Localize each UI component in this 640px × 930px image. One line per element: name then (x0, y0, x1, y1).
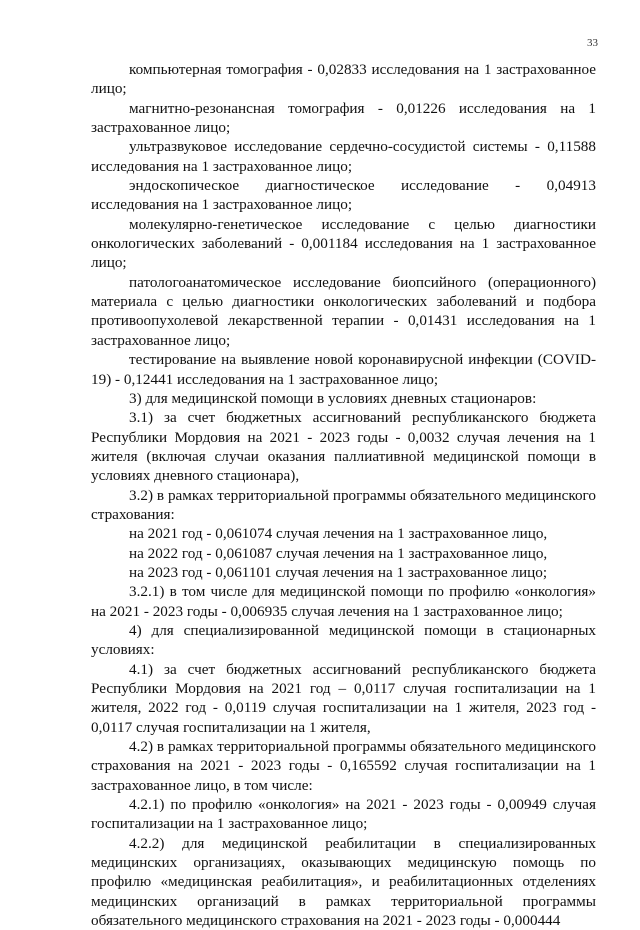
paragraph-inpatient: 4) для специализированной медицинской помощи в стационарных условиях: (91, 621, 596, 659)
paragraph-ct: компьютерная томография - 0,02833 исследования на 1 застрахованное лицо; (91, 61, 596, 98)
page-number: 33 (587, 37, 598, 49)
paragraph-covid-testing: тестирование на выявление новой коронавирусной инфекции (COVID-19) - 0,12441 исследования на 1 застрахованное лицо; (91, 351, 596, 388)
paragraph-mri: магнитно-резонансная томография - 0,01226 исследования на 1 застрахованное лицо; (91, 99, 596, 137)
paragraph-4-2: 4.2) в рамках территориальной программы обязательного медицинского страхования на 2021 - 2023 годы - 0,165592 случая госпитализации на 1 застрахованное лицо, в том числе: (91, 738, 596, 794)
paragraph-pathology: патологоанатомическое исследование биопсийного (операционного) материала с целью диагностики онкологических заболеваний и подбора противоопухолевой лекарственной терапии - 0,01431 исследования на 1 застрахованное лицо; (91, 273, 596, 349)
paragraph-ultrasound: ультразвуковое исследование сердечно-сосудистой системы - 0,11588 исследования на 1 застрахованное лицо; (91, 138, 596, 175)
paragraph-3-1: 3.1) за счет бюджетных ассигнований республиканского бюджета Республики Мордовия на 2021 - 2023 годы - 0,0032 случая лечения на 1 жителя (включая случаи оказания паллиативной медицинской помощи в условиях дневного стационара), (91, 409, 596, 485)
paragraph-4-2-1: 4.2.1) по профилю «онкология» на 2021 - 2023 годы - 0,00949 случая госпитализации на 1 застрахованное лицо; (91, 796, 596, 833)
paragraph-2021: на 2021 год - 0,061074 случая лечения на 1 застрахованное лицо, (129, 525, 548, 543)
paragraph-2023: на 2023 год - 0,061101 случая лечения на 1 застрахованное лицо; (129, 563, 548, 581)
paragraph-4-1: 4.1) за счет бюджетных ассигнований республиканского бюджета Республики Мордовия на 2021 год – 0,0117 случая госпитализации на 1 жителя, 2022 год - 0,0119 случая госпитализации на 1 жителя, 2023 год - 0,0117 случая госпитализации на 1 жителя, (91, 660, 596, 736)
paragraph-4-2-2: 4.2.2) для медицинской реабилитации в специализированных медицинских организациях, оказывающих медицинскую помощь по профилю «медицинская реабилитация», и реабилитационных отделениях медицинских организаций в рамках территориальной программы обязательного медицинского страхования на 2021 - 2023 годы - 0,000444 (91, 834, 596, 930)
paragraph-endoscopy: эндоскопическое диагностическое исследование - 0,04913 исследования на 1 застрахованное лицо; (91, 177, 596, 214)
paragraph-molecular-genetic: молекулярно-генетическое исследование с целью диагностики онкологических заболеваний - 0,001184 исследования на 1 застрахованное лицо; (91, 215, 596, 272)
paragraph-3-2: 3.2) в рамках территориальной программы обязательного медицинского страхования: (91, 486, 596, 523)
paragraph-day-hospital: 3) для медицинской помощи в условиях дневных стационаров: (129, 389, 537, 407)
paragraph-2022: на 2022 год - 0,061087 случая лечения на 1 застрахованное лицо, (129, 544, 548, 562)
paragraph-3-2-1: 3.2.1) в том числе для медицинской помощи по профилю «онкология» на 2021 - 2023 годы - 0,006935 случая лечения на 1 застрахованное лицо; (91, 583, 596, 620)
body-text (91, 60, 596, 930)
